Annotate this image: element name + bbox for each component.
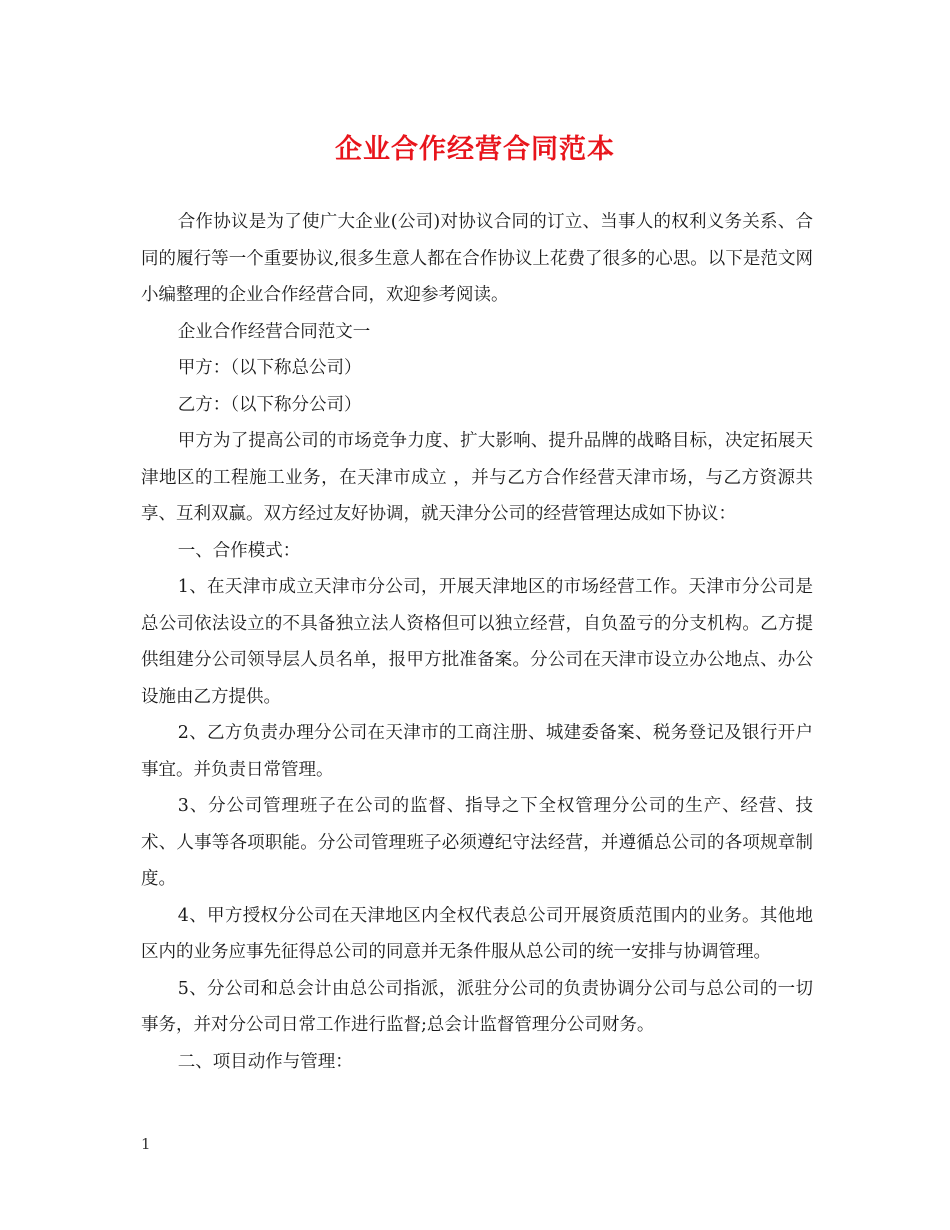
document-body — [141, 204, 813, 1080]
paragraph-intro: 合作协议是为了使广大企业(公司)对协议合同的订立、当事人的权利义务关系、合同的履行等一个重要协议,很多生意人都在合作协议上花费了很多的心思。以下是范文网小编整理的企业合作经营合同，欢迎参考阅读。 — [141, 212, 813, 305]
paragraph-heading-sample-one: 企业合作经营合同范文一 — [177, 321, 371, 342]
document-title: 企业合作经营合同范本 — [335, 134, 615, 165]
paragraph-clause-3: 3、分公司管理班子在公司的监督、指导之下全权管理分公司的生产、经营、技术、人事等各项职能。分公司管理班子必须遵纪守法经营，并遵循总公司的各项规章制度。 — [141, 796, 813, 889]
paragraph-clause-5: 5、分公司和总会计由总公司指派，派驻分公司的负责协调分公司与总公司的一切事务，并对分公司日常工作进行监督;总会计监督管理分公司财务。 — [141, 978, 813, 1035]
paragraph-section-project-operation: 二、项目动作与管理： — [177, 1051, 353, 1072]
paragraph-purpose: 甲方为了提高公司的市场竞争力度、扩大影响、提升品牌的战略目标，决定拓展天津地区的工程施工业务，在天津市成立 ，并与乙方合作经营天津市场，与乙方资源共享、互利双赢。双方经过友好协调，就天津分公司的经营管理达成如下协议： — [141, 431, 813, 524]
paragraph-clause-2: 2、乙方负责办理分公司在天津市的工商注册、城建委备案、税务登记及银行开户事宜。并负责日常管理。 — [141, 723, 813, 780]
paragraph-section-cooperation-mode: 一、合作模式： — [177, 540, 301, 561]
paragraph-party-b: 乙方：（以下称分公司） — [177, 394, 362, 415]
paragraph-clause-1: 1、在天津市成立天津市分公司，开展天津地区的市场经营工作。天津市分公司是总公司依法设立的不具备独立法人资格但可以独立经营，自负盈亏的分支机构。乙方提供组建分公司领导层人员名单，报甲方批准备案。分公司在天津市设立办公地点、办公设施由乙方提供。 — [141, 577, 813, 707]
page-number: 1 — [141, 1135, 151, 1153]
paragraph-clause-4: 4、甲方授权分公司在天津地区内全权代表总公司开展资质范围内的业务。其他地区内的业务应事先征得总公司的同意并无条件服从总公司的统一安排与协调管理。 — [141, 905, 813, 962]
paragraph-party-a: 甲方：（以下称总公司） — [177, 358, 362, 378]
